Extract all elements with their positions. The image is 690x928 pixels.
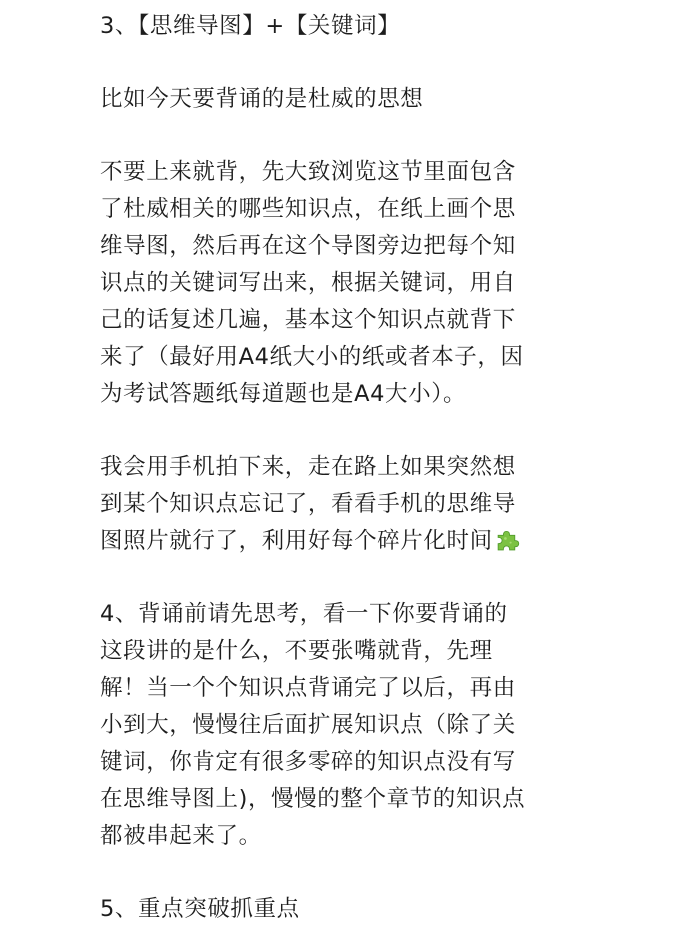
section-3-paragraph-2 [100,449,690,560]
paragraph-line: 都被串起来了。 [100,823,262,849]
spacer [100,855,690,891]
paragraph-line: 为考试答题纸每道题也是A4大小）。 [100,381,467,407]
paragraph-line: 不要上来就背，先大致浏览这节里面包含 [100,159,516,185]
section-4 [100,596,690,855]
spacer [100,45,690,81]
paragraph-line: 己的话复述几遍，基本这个知识点就背下 [100,307,516,333]
section-4-heading: 4、背诵前请先思考，看一下你要背诵的 [100,601,508,627]
paragraph-line: 小到大，慢慢往后面扩展知识点（除了关 [100,712,516,738]
paragraph-line: 到某个知识点忘记了，看看手机的思维导 [100,491,516,517]
paragraph-line: 了杜威相关的哪些知识点，在纸上画个思 [100,196,516,222]
section-5-heading: 5、重点突破抓重点 [100,896,300,922]
paragraph-line: 键词，你肯定有很多零碎的知识点没有写 [100,749,516,775]
paragraph-line: 来了（最好用A4纸大小的纸或者本子，因 [100,344,524,370]
spacer [100,560,690,596]
paragraph-line-with-icon [100,523,690,560]
paragraph-line: 我会用手机拍下来，走在路上如果突然想 [100,454,516,480]
spacer [100,118,690,154]
paragraph-line: 在思维导图上)，慢慢的整个章节的知识点 [100,786,526,812]
paragraph-line: 这段讲的是什么，不要张嘴就背，先理 [100,638,493,664]
section-3-paragraph-1 [100,154,690,413]
paragraph-line: 维导图，然后再在这个导图旁边把每个知 [100,233,516,259]
paragraph-line: 解！当一个个知识点背诵完了以后，再由 [100,675,516,701]
paragraph-line-text: 图照片就行了，利用好每个碎片化时间 [100,528,493,554]
paragraph-line: 识点的关键词写出来，根据关键词，用自 [100,270,516,296]
section-3-heading: 3、【思维导图】+【关键词】 [100,13,401,39]
spacer [100,413,690,449]
example-line: 比如今天要背诵的是杜威的思想 [100,86,424,112]
puzzle-piece-icon [495,527,520,552]
